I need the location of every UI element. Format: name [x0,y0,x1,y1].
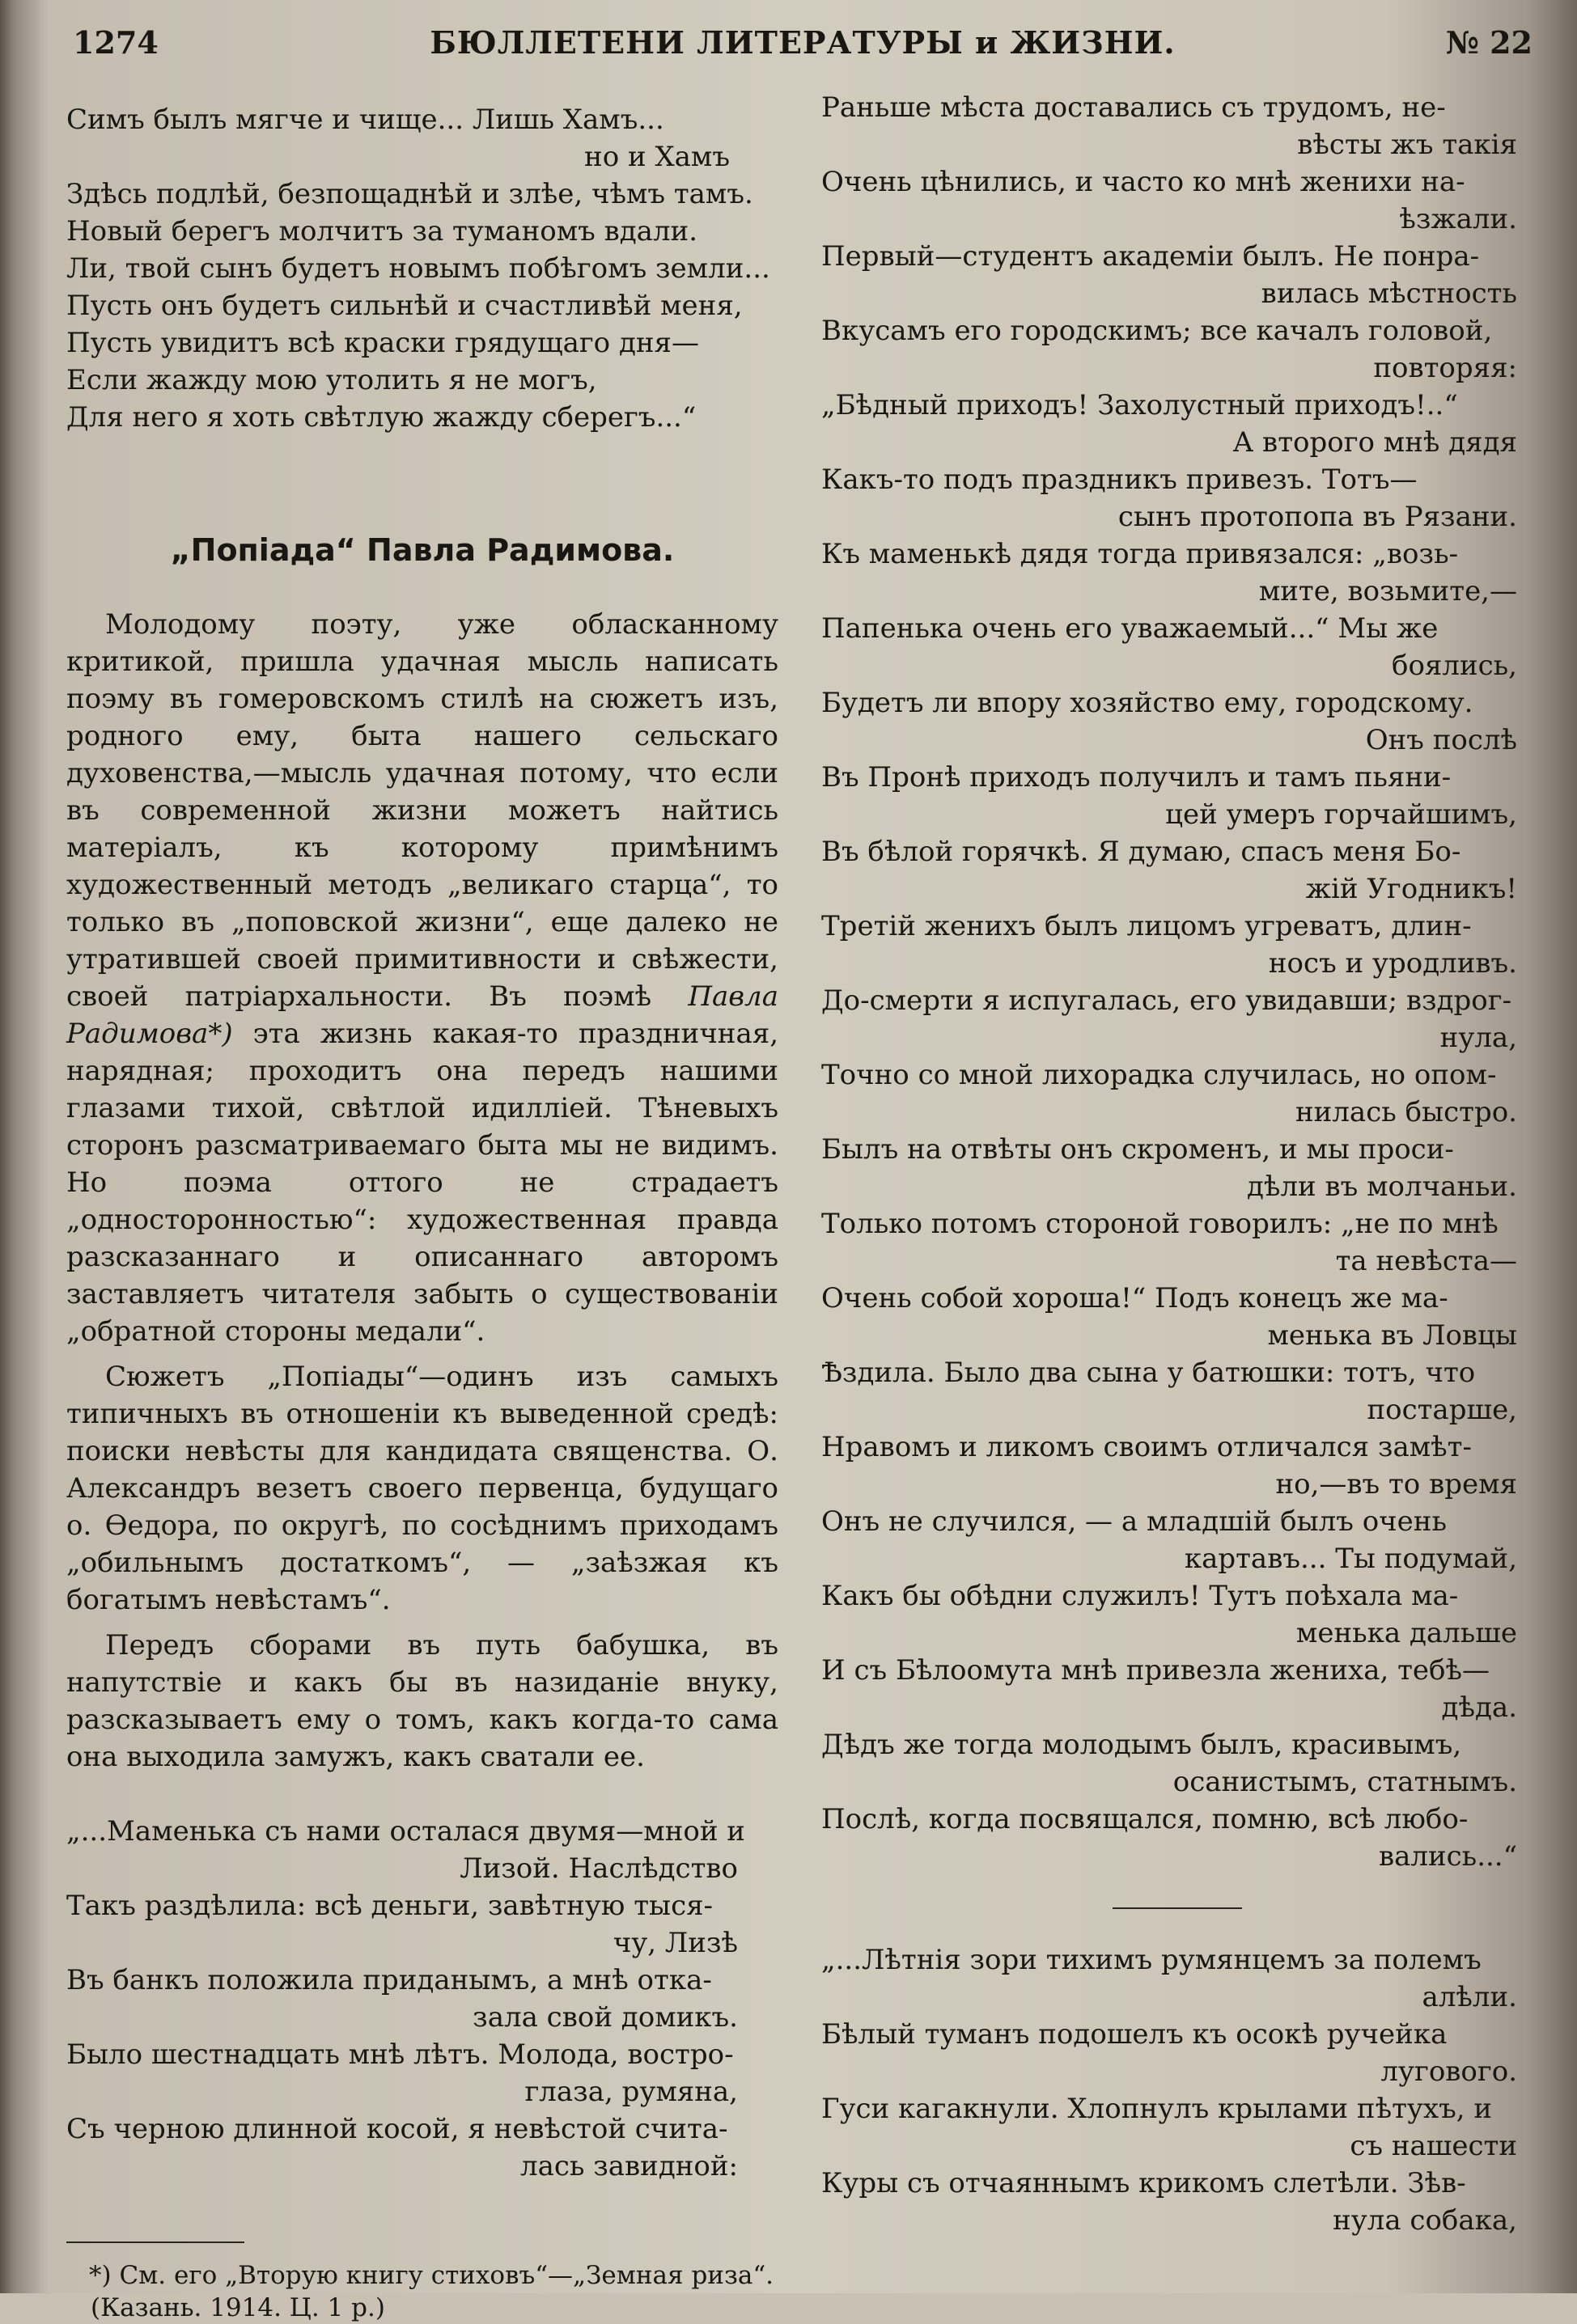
verse-line: Ѣздила. Было два сына у батюшки: тотъ, что [821,1357,1476,1389]
verse-line-cont: съ нашести [1350,2130,1517,2162]
right-column [821,89,1533,2239]
verse-line-cont: повторяя: [1373,352,1517,384]
paragraph [66,606,778,1350]
verse-line-cont: нула собака, [1333,2204,1517,2237]
verse-line: Первый—студентъ академіи былъ. Не понра- [821,240,1480,273]
verse-line: Былъ на отвѣты онъ скроменъ, и мы проси- [821,1133,1454,1166]
verse-right [821,89,1533,1875]
verse-line: Для него я хоть свѣтлую жажду сберегъ...“ [66,401,697,434]
verse-line-cont: ѣзжали. [1399,203,1517,235]
verse-bottom [66,1813,778,2185]
verse-line-cont: чу, Лизѣ [613,1927,738,1959]
verse-line: Пусть увидитъ всѣ краски грядущаго дня— [66,327,699,359]
verse-line: „Бѣдный приходъ! Захолустный приходъ!..“ [821,389,1458,421]
verse-line: Въ банкъ положила приданымъ, а мнѣ отка- [66,1964,712,1996]
verse-line: Съ черною длинной косой, я невѣстой счита- [66,2113,728,2145]
verse-line: Какъ-то подъ праздникъ привезъ. Тотъ— [821,464,1418,496]
verse-line: До-смерти я испугалась, его увидавши; вздрог- [821,984,1512,1017]
verse-line: Папенька очень его уважаемый...“ Мы же [821,612,1439,645]
verse-line-cont: алѣли. [1422,1981,1517,2013]
verse-line: Точно со мной лихорадка случилась, но опом- [821,1059,1497,1091]
verse-line: Пусть онъ будетъ сильнѣй и счастливѣй меня, [66,290,743,322]
verse-line-cont: мите, возьмите,— [1258,575,1517,607]
verse-line-cont: вилась мѣстность [1261,277,1517,310]
verse-line-cont: Онъ послѣ [1365,724,1517,756]
verse-line: Онъ не случился, — а младшій былъ очень [821,1505,1447,1538]
verse-line: Только потомъ стороной говорилъ: „не по мнѣ [821,1208,1499,1240]
verse-line: Третій женихъ былъ лицомъ угреватъ, длин- [821,910,1472,942]
verse-line-cont: но,—въ то время [1275,1468,1517,1501]
verse-line-cont: нула, [1439,1022,1517,1054]
verse-line: „...Маменька съ нами осталася двумя—мной и [66,1815,745,1848]
verse-line: Было шестнадцать мнѣ лѣтъ. Молода, востро- [66,2038,734,2071]
journal-title: БЮЛЛЕТЕНИ ЛИТЕРАТУРЫ и ЖИЗНИ. [430,24,1176,61]
verse-line-cont: глаза, румяна, [524,2076,738,2108]
verse-line-cont: менька въ Ловцы [1267,1319,1517,1352]
verse-line: Куры съ отчаяннымъ крикомъ слетѣли. Зѣв- [821,2167,1466,2199]
verse-line-cont: осанистымъ, статнымъ. [1172,1766,1517,1798]
verse-line: Здѣсь подлѣй, безпощаднѣй и злѣе, чѣмъ тамъ. [66,178,753,210]
verse-line: Если жажду мою утолить я не могъ, [66,364,597,396]
review-text [66,606,778,1776]
verse-line: Очень собой хороша!“ Подъ конецъ же ма- [821,1282,1448,1314]
paragraph: Сюжетъ „Попіады“—одинъ изъ самыхъ типичныхъ въ отношеніи къ выведенной средѣ: поиски невѣсты для кандидата священства. О. Александръ везетъ своего первенца, будущаго о. Ѳедора, по округѣ, по сосѣднимъ приходамъ „обильнымъ достаткомъ“, — „заѣзжая къ богатымъ невѣстамъ“. [66,1361,778,1616]
verse-line-cont: жій Угодникъ! [1305,873,1517,905]
issue-number: № 22 [1445,24,1532,61]
verse-line-cont: лась завидной: [519,2150,738,2182]
verse-line: Дѣдъ же тогда молодымъ былъ, красивымъ, [821,1729,1462,1761]
verse-line: Къ маменькѣ дядя тогда привязался: „возь- [821,538,1459,570]
footnote: *) См. его „Вторую книгу стиховъ“—„Земная риза“. (Казань. 1914. Ц. 1 р.) [89,2261,774,2322]
footnote-rule [66,2241,244,2243]
verse-line: Послѣ, когда посвящался, помню, всѣ любо- [821,1803,1469,1835]
verse-line: Гуси кагакнули. Хлопнулъ крылами пѣтухъ, и [821,2093,1492,2125]
verse-line: Въ Пронѣ приходъ получилъ и тамъ пьяни- [821,761,1452,794]
section-separator [1113,1907,1242,1909]
verse-line-cont: вались...“ [1378,1840,1517,1873]
verse-line-cont: зала свой домикъ. [473,2001,738,2034]
verse-line-cont: нилась быстро. [1295,1096,1517,1128]
verse-line-cont: постарше, [1367,1394,1517,1426]
page-number: 1274 [73,24,159,61]
verse-line-cont: цей умеръ горчайшимъ, [1165,798,1517,831]
verse-line: Какъ бы обѣдни служилъ! Тутъ поѣхала ма- [821,1580,1459,1612]
verse-line: Вкусамъ его городскимъ; все качалъ головой, [821,315,1493,347]
paragraph-part: Молодому поэту, уже обласканному критикой, пришла удачная мысль написать поэму въ гомеровскомъ стилѣ на сюжетъ изъ, родного ему, быта нашего сельскаго духовенства,—мысль удачная потому, что если въ современной жизни можетъ найтись матеріалъ, къ которому примѣнимъ художественный методъ „великаго старца“, то только въ „поповской жизни“, еще далеко не утратившей своей примитивности и свѣжести, своей патріархальности. Въ поэмѣ [66,608,778,1013]
verse-line-cont: лугового. [1380,2055,1517,2088]
verse-line: Такъ раздѣлила: всѣ деньги, завѣтную тыся- [66,1890,714,1922]
verse-line: Нравомъ и ликомъ своимъ отличался замѣт- [821,1431,1472,1463]
verse-line-cont: картавъ... Ты подумай, [1184,1543,1517,1575]
verse-line-cont: дѣли въ молчаньи. [1247,1170,1517,1203]
paragraph: Передъ сборами въ путь бабушка, въ напутствіе и какъ бы въ назиданіе внуку, разсказываетъ ему о томъ, какъ когда-то сама она выходила замужъ, какъ сватали ее. [66,1629,778,1773]
verse-line: Будетъ ли впору хозяйство ему, городскому. [821,687,1473,719]
verse-line: Очень цѣнились, и часто ко мнѣ женихи на- [821,166,1465,198]
verse-line: Раньше мѣста доставались съ трудомъ, не- [821,91,1446,124]
author-name: Павла Радимова*) [66,980,778,1050]
verse-line-cont: дѣда. [1441,1691,1517,1724]
verse-line-cont: Лизой. Наслѣдство [460,1852,738,1885]
verse-line-cont: носъ и уродливъ. [1268,947,1517,980]
verse-line-cont: но и Хамъ [584,141,730,173]
verse-line-cont: боялись, [1391,650,1517,682]
left-column [66,101,778,2324]
verse-right-2 [821,1941,1533,2239]
verse-line: „...Лѣтнія зори тихимъ румянцемъ за полемъ [821,1944,1482,1976]
verse-line-cont: менька дальше [1295,1617,1517,1649]
running-header [73,24,1532,65]
paragraph-part: эта жизнь какая-то праздничная, нарядная; проходитъ она передъ нашими глазами тихой, свѣтлой идилліей. Тѣневыхъ сторонъ разсматриваемаго быта мы не видимъ. Но поэма оттого не страдаетъ „односторонностью“: художественная правда разсказаннаго и описаннаго авторомъ заставляетъ читателя забыть о существованіи „обратной стороны медали“. [66,1018,778,1348]
verse-line: Ли, твой сынъ будетъ новымъ побѣгомъ земли... [66,252,770,285]
verse-line: Въ бѣлой горячкѣ. Я думаю, спасъ меня Бо- [821,836,1461,868]
verse-line-cont: А второго мнѣ дядя [1232,426,1517,459]
verse-line: Бѣлый туманъ подошелъ къ осокѣ ручейка [821,2018,1448,2051]
section-heading: „Попіада“ Павла Радимова. [170,532,675,568]
verse-top [66,101,778,436]
verse-line: И съ Бѣлоомута мнѣ привезла жениха, тебѣ— [821,1654,1490,1687]
verse-line: Новый берегъ молчитъ за туманомъ вдали. [66,215,698,248]
verse-line: Симъ былъ мягче и чище... Лишь Хамъ... [66,104,664,136]
verse-line-cont: вѣсты жъ такія [1297,129,1517,161]
verse-line-cont: та невѣста— [1335,1245,1517,1277]
verse-line-cont: сынъ протопопа въ Рязани. [1117,501,1517,533]
